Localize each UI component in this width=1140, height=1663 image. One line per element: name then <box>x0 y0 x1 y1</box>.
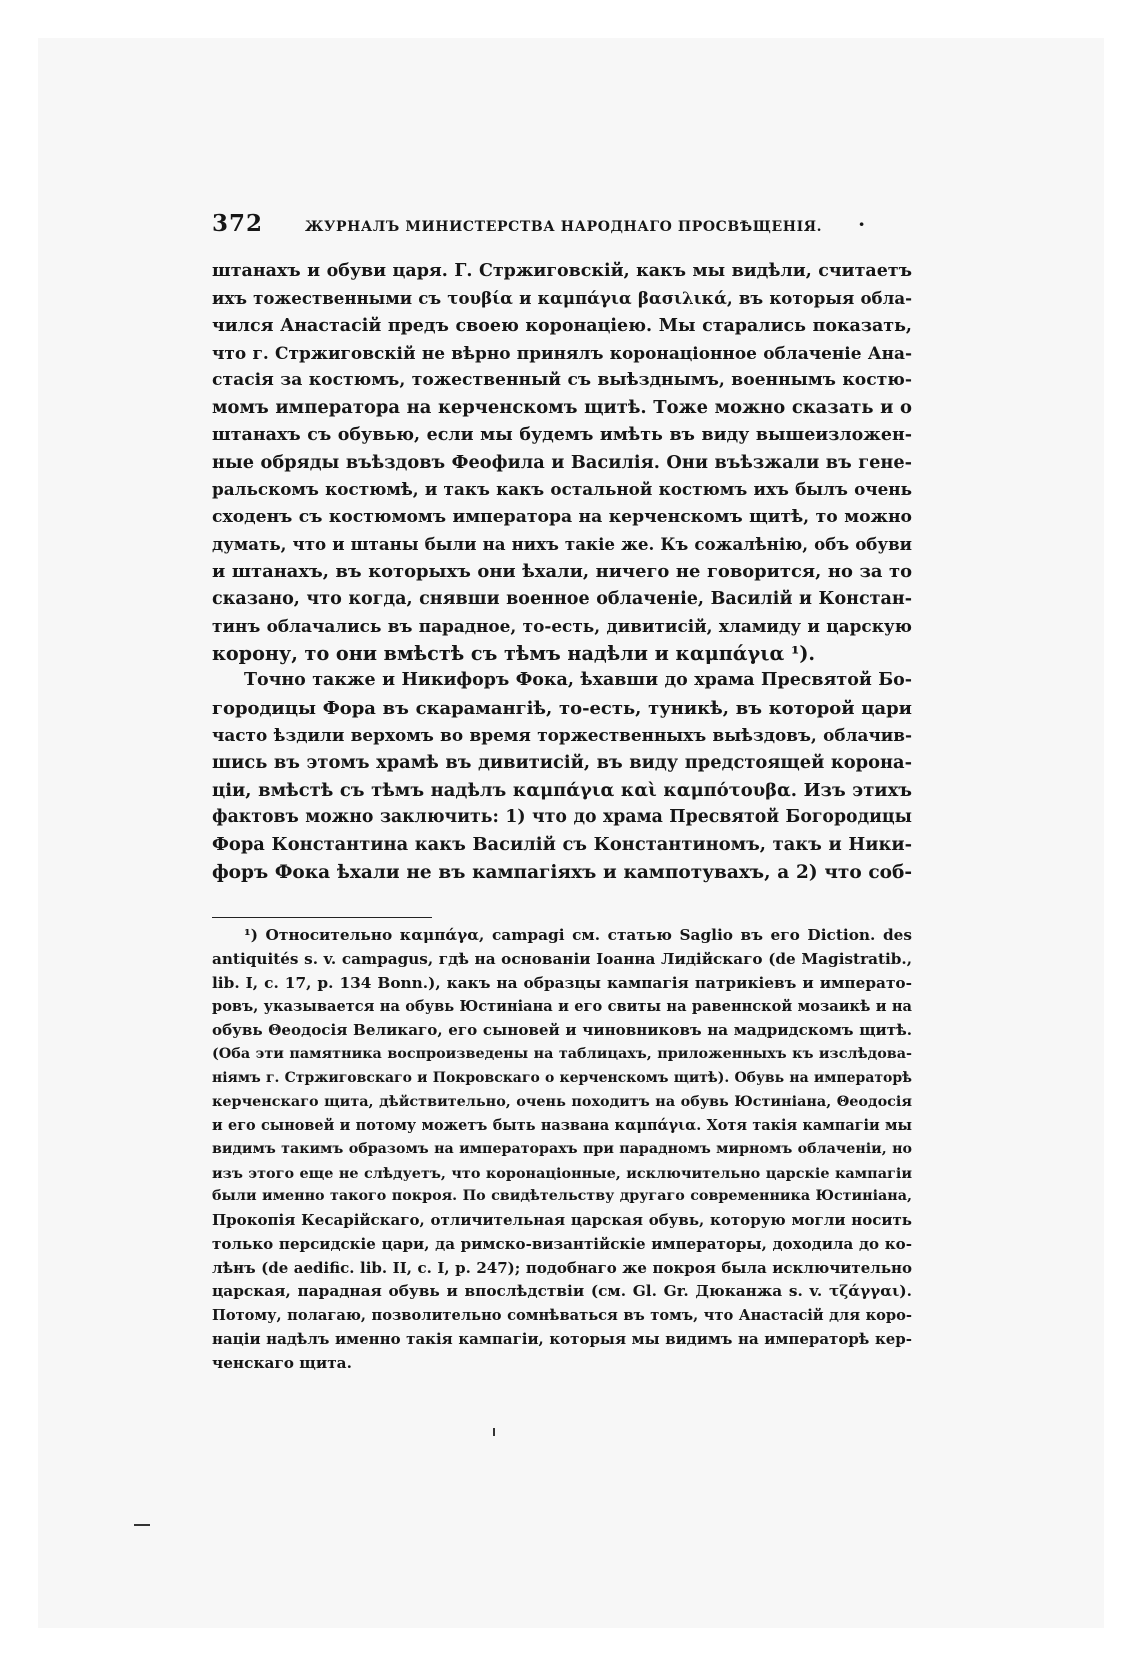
header-mark: · <box>858 212 866 236</box>
body-line: думать, что и штаны были на нихъ такіе же. Къ сожалѣнію, объ обуви <box>212 533 912 554</box>
footnote-line: и его сыновей и потому можетъ быть названа καμπάγια. Хотя такія кампагіи мы <box>212 1117 912 1134</box>
running-title: ЖУРНАЛЪ МИНИСТЕРСТВА НАРОДНАГО ПРОСВѢЩЕНІЯ. <box>305 219 823 235</box>
footnote-line: (Оба эти памятника воспроизведены на таблицахъ, приложенныхъ къ изслѣдова- <box>212 1045 912 1062</box>
scan-mark <box>134 1524 150 1526</box>
body-line: корону, то они вмѣстѣ съ тѣмъ надѣли и καμπάγια ¹). <box>212 642 816 666</box>
body-line: форъ Фока ѣхали не въ кампагіяхъ и кампотувахъ, а 2) что соб- <box>212 861 912 883</box>
body-line: штанахъ съ обувью, если мы будемъ имѣть въ виду вышеизложен- <box>212 424 912 445</box>
body-line: фактовъ можно заключить: 1) что до храма Пресвятой Богородицы <box>212 806 912 827</box>
body-line: что г. Стржиговскій не вѣрно принялъ коронаціонное облаченіе Ана- <box>212 342 912 363</box>
footnote-line: видимъ такимъ образомъ на императорахъ при парадномъ мирномъ облаченіи, но <box>212 1140 912 1157</box>
running-header <box>212 210 912 237</box>
footnote-line: ніямъ г. Стржиговскаго и Покровскаго о керченскомъ щитѣ). Обувь на императорѣ <box>212 1069 912 1086</box>
body-line: стасія за костюмъ, тожественный съ выѣзднымъ, военнымъ костю- <box>212 370 912 391</box>
footnote-line: обувь Θеодосія Великаго, его сыновей и чиновниковъ на мадридскомъ щитѣ. <box>212 1021 912 1039</box>
footnote-line: керченскаго щита, дѣйствительно, очень походитъ на обувь Юстиніана, Θеодосія <box>212 1093 912 1111</box>
footnote-line: ¹) Относительно καμπάγα, campagi см. статью Saglio въ его Diction. des <box>244 926 912 944</box>
body-line: и штанахъ, въ которыхъ они ѣхали, ничего не говорится, но за то <box>212 561 912 583</box>
body-line: часто ѣздили верхомъ во время торжественныхъ выѣздовъ, облачив- <box>212 725 912 746</box>
body-line: ихъ тожественными съ τουβία и καμπάγια βασιλικά, въ которыя обла- <box>212 288 912 309</box>
footnote-line: ченскаго щита. <box>212 1353 352 1372</box>
footnote-line: ровъ, указывается на обувь Юстиніана и его свиты на равеннской мозаикѣ и на <box>212 998 912 1016</box>
footnote-line: были именно такого покроя. По свидѣтельству другаго современника Юстиніана, <box>212 1188 912 1205</box>
footnote-line: только персидскіе цари, да римско-византійскіе императоры, доходила до ко- <box>212 1234 912 1253</box>
footnote-line: лѣнъ (de aedific. lib. II, c. I, p. 247); подобнаго же покроя была исключительно <box>212 1258 912 1277</box>
footnote-line: Потому, полагаю, позволительно сомнѣваться въ томъ, что Анастасій для коро- <box>212 1307 912 1324</box>
footnote-block <box>212 924 912 1375</box>
body-line: сказано, что когда, снявши военное облаченіе, Василій и Констан- <box>212 588 912 609</box>
body-line: ральскомъ костюмѣ, и такъ какъ остальной костюмъ ихъ былъ очень <box>212 479 912 500</box>
body-line: ные обряды въѣздовъ Феофила и Василія. Они въѣзжали въ гене- <box>212 452 912 474</box>
body-line: момъ императора на керченскомъ щитѣ. Тоже можно сказать и о <box>212 397 912 419</box>
body-line: сходенъ съ костюмомъ императора на керченскомъ щитѣ, то можно <box>212 506 912 527</box>
body-line: ціи, вмѣстѣ съ тѣмъ надѣлъ καμπάγια καὶ καμπότουβα. Изъ этихъ <box>212 779 912 801</box>
body-line: Фора Константина какъ Василій съ Константиномъ, такъ и Ники- <box>212 834 912 856</box>
footnote-line: antiquités s. v. campagus, гдѣ на основаніи Іоанна Лидійскаго (de Magistratib., <box>212 949 912 968</box>
footnote-line: изъ этого еще не слѣдуетъ, что коронаціонные, исключительно царскіе кампагіи <box>212 1164 912 1182</box>
page-number: 372 <box>212 210 264 237</box>
body-line: шись въ этомъ храмѣ въ дивитисій, въ виду предстоящей корона- <box>212 752 912 774</box>
footnote-line: націи надѣлъ именно такія кампагіи, которыя мы видимъ на императорѣ кер- <box>212 1329 912 1348</box>
scan-mark <box>493 1428 495 1436</box>
body-line: тинъ облачались въ парадное, то-есть, дивитисій, хламиду и царскую <box>212 615 912 636</box>
footnote-line: lib. I, c. 17, p. 134 Bonn.), какъ на образцы кампагія патрикіевъ и императо- <box>212 973 912 992</box>
footnote-line: Прокопія Кесарійскаго, отличительная царская обувь, которую могли носить <box>212 1211 912 1229</box>
body-line: Точно также и Никифоръ Фока, ѣхавши до храма Пресвятой Бо- <box>244 670 912 691</box>
body-line: городицы Фора въ скарамангіѣ, то-есть, туникѣ, въ которой цари <box>212 697 912 719</box>
footnote-line: царская, парадная обувь и впослѣдствіи (см. Gl. Gr. Дюканжа s. v. τζάγγαι). <box>212 1282 912 1301</box>
main-text <box>212 258 912 886</box>
body-line: чился Анастасій предъ своею коронаціею. Мы старались показать, <box>212 315 912 336</box>
footnote-divider <box>212 917 432 918</box>
body-line: штанахъ и обуви царя. Г. Стржиговскій, какъ мы видѣли, считаетъ <box>212 261 912 281</box>
